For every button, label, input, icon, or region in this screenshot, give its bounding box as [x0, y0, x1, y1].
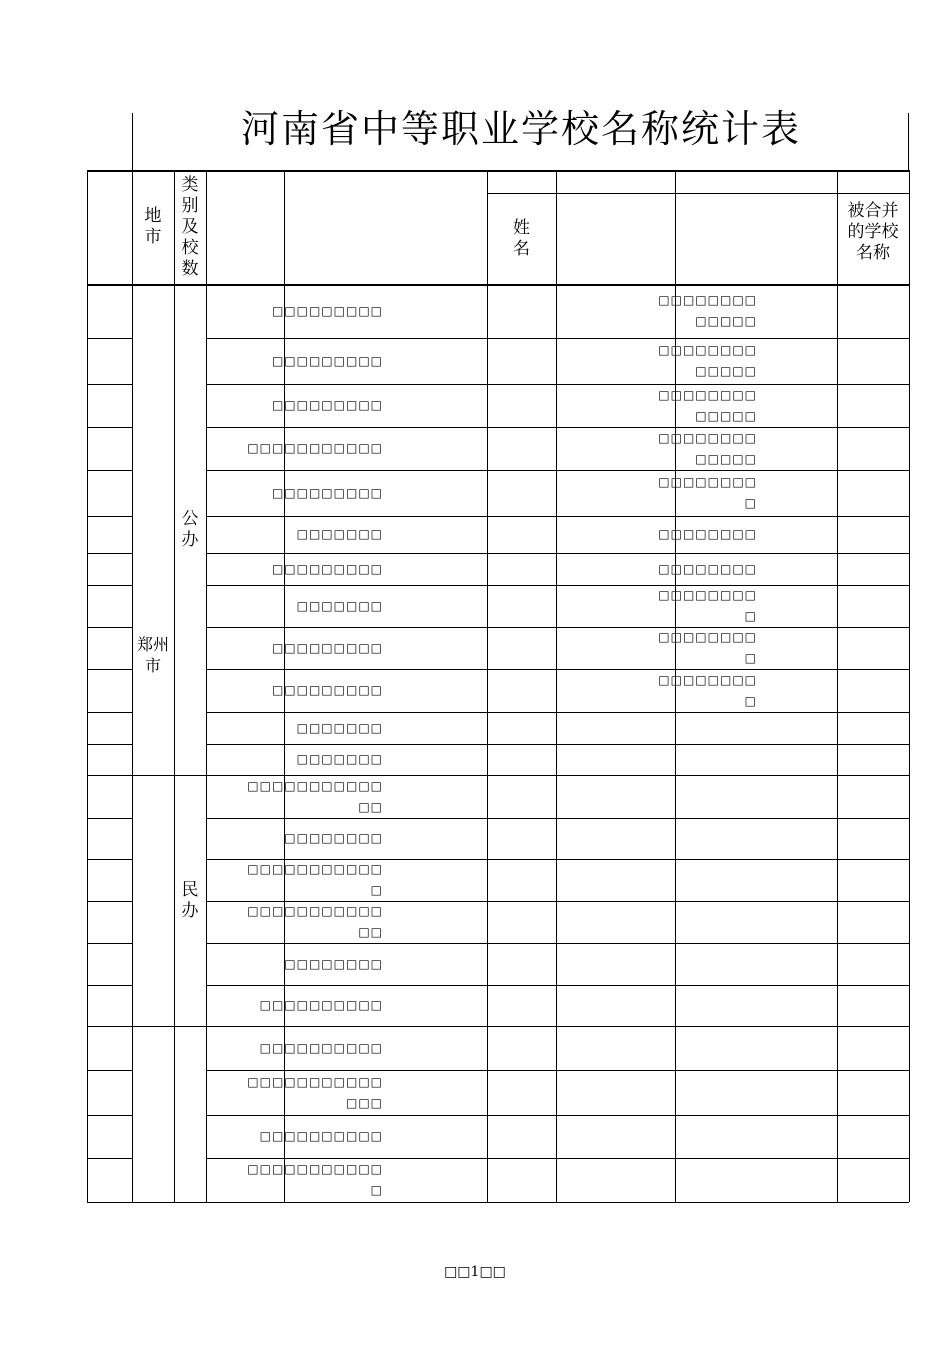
row-phone — [556, 1115, 675, 1158]
row-phone — [556, 585, 675, 627]
row-school-name: □□□□□□□□□□□ □□ — [247, 904, 383, 939]
row-seq — [87, 859, 132, 901]
row-seq — [87, 669, 132, 712]
page-title: 河南省中等职业学校名称统计表 — [240, 107, 801, 151]
row-phone — [556, 712, 675, 744]
row-phone — [556, 818, 675, 859]
city-label: 郑州 市 — [136, 635, 169, 675]
row-former-names: □□□□□□□□ □□□□□ — [658, 430, 757, 466]
row-phone — [556, 985, 675, 1026]
row-school-name: □□□□□□□□□□ — [259, 1040, 383, 1055]
header-seq — [87, 170, 132, 284]
header-legal-rep-phone-top — [556, 170, 675, 193]
row-phone — [556, 470, 675, 516]
row-former-names: □□□□□□□□ — [658, 561, 757, 576]
row-school-name: □□□□□□□□□ — [271, 398, 383, 412]
row-legal-rep — [487, 1026, 542, 1070]
row-legal-rep — [487, 985, 542, 1026]
row-former-names: □□□□□□□□ □ — [658, 630, 757, 665]
category-private-label: 民 办 — [181, 879, 199, 921]
row-legal-rep — [487, 1070, 542, 1115]
row-legal-rep — [487, 859, 542, 901]
row-seq — [87, 1070, 132, 1115]
row-phone — [556, 284, 675, 338]
row-seq — [87, 384, 132, 427]
row-school-count — [206, 516, 284, 553]
header-merged-top — [837, 170, 909, 193]
row-phone — [556, 427, 675, 470]
row-seq — [87, 712, 132, 744]
row-former-names: □□□□□□□□ □□□□□ — [658, 343, 757, 378]
row-seq — [87, 427, 132, 470]
header-category: 类 别 及 校 数 — [181, 174, 199, 279]
row-former-names: □□□□□□□□ □ — [658, 672, 757, 708]
row-seq — [87, 1158, 132, 1202]
row-phone — [556, 338, 675, 384]
row-phone — [556, 901, 675, 943]
col-line — [675, 284, 676, 1202]
row-seq — [87, 516, 132, 553]
row-former-names: □□□□□□□□ □□□□□ — [658, 387, 757, 423]
row-seq — [87, 1115, 132, 1158]
row-school-name: □□□□□□□□□□□ □ — [247, 862, 383, 897]
row-phone — [556, 1026, 675, 1070]
title-left-border — [132, 113, 133, 170]
row-school-count — [206, 585, 284, 627]
row-seq — [87, 901, 132, 943]
col-line — [837, 284, 838, 1202]
row-former-names: □□□□□□□□ □ — [658, 475, 757, 510]
header-former-names-top — [675, 170, 837, 193]
row-legal-rep — [487, 553, 542, 585]
header-city: 地 市 — [144, 206, 162, 247]
row-legal-rep — [487, 901, 542, 943]
header-col-line — [909, 170, 910, 284]
row-seq — [87, 985, 132, 1026]
row-phone — [556, 553, 675, 585]
col-line — [909, 284, 910, 1202]
row-legal-rep — [487, 585, 542, 627]
row-phone — [556, 859, 675, 901]
header-legal-rep-phone — [556, 193, 675, 284]
row-legal-rep — [487, 1158, 542, 1202]
row-school-name: □□□□□□□□□ — [271, 640, 383, 655]
row-former-names: □□□□□□□□ — [658, 527, 757, 541]
title-right-border — [908, 113, 909, 170]
header-school-name — [284, 170, 487, 284]
row-legal-rep — [487, 284, 542, 338]
row-phone — [556, 384, 675, 427]
row-seq — [87, 627, 132, 669]
row-school-name: □□□□□□□ — [296, 720, 383, 735]
row-seq — [87, 553, 132, 585]
row-legal-rep — [487, 669, 542, 712]
row-legal-rep — [487, 712, 542, 744]
row-phone — [556, 1070, 675, 1115]
row-school-name: □□□□□□□ — [296, 598, 383, 613]
row-school-name: □□□□□□□□ — [284, 831, 383, 845]
row-legal-rep — [487, 516, 542, 553]
row-seq — [87, 284, 132, 338]
row-legal-rep — [487, 744, 542, 775]
row-legal-rep — [487, 427, 542, 470]
row-school-name: □□□□□□□□□□□ □□ — [247, 778, 383, 814]
row-seq — [87, 744, 132, 775]
row-legal-rep — [487, 338, 542, 384]
row-school-name: □□□□□□□□□□ — [259, 998, 383, 1012]
row-school-count — [206, 818, 284, 859]
row-school-name: □□□□□□□□□□□ □□□ — [247, 1074, 383, 1110]
row-school-name: □□□□□□□ — [296, 752, 383, 766]
header-legal-rep-name: 姓 名 — [513, 217, 530, 259]
row-phone — [556, 1158, 675, 1202]
row-phone — [556, 516, 675, 553]
row-legal-rep — [487, 943, 542, 985]
row-legal-rep — [487, 818, 542, 859]
row-seq — [87, 943, 132, 985]
table-bottom-line — [87, 1202, 909, 1203]
row-school-count — [206, 712, 284, 744]
row-phone — [556, 669, 675, 712]
row-seq — [87, 818, 132, 859]
row-seq — [87, 775, 132, 818]
row-phone — [556, 775, 675, 818]
row-seq — [87, 585, 132, 627]
row-phone — [556, 744, 675, 775]
row-legal-rep — [487, 627, 542, 669]
row-school-name: □□□□□□□□□ — [271, 683, 383, 697]
category-public-label: 公 办 — [181, 508, 199, 550]
row-school-name: □□□□□□□ — [296, 527, 383, 541]
row-seq — [87, 338, 132, 384]
row-legal-rep — [487, 1115, 542, 1158]
row-school-name: □□□□□□□□□□□ — [247, 441, 383, 455]
header-merged: 被合并 的学校 名称 — [847, 201, 899, 263]
group-line — [132, 1026, 206, 1027]
header-legal-rep-top — [487, 170, 556, 193]
row-seq — [87, 470, 132, 516]
row-school-name: □□□□□□□□□□□ □ — [247, 1162, 383, 1197]
header-former-names — [675, 193, 837, 284]
row-legal-rep — [487, 775, 542, 818]
row-seq — [87, 1026, 132, 1070]
page-footer: □□1□□ — [444, 1264, 506, 1280]
row-school-count — [206, 943, 284, 985]
row-school-count — [206, 744, 284, 775]
row-legal-rep — [487, 384, 542, 427]
row-legal-rep — [487, 470, 542, 516]
row-former-names: □□□□□□□□ □□□□□ — [658, 293, 757, 328]
row-school-name: □□□□□□□□□□ — [259, 1129, 383, 1143]
row-phone — [556, 943, 675, 985]
row-school-name: □□□□□□□□□ — [271, 561, 383, 576]
row-former-names: □□□□□□□□ □ — [658, 588, 757, 623]
row-school-name: □□□□□□□□ — [284, 956, 383, 971]
header-school-count — [206, 170, 284, 284]
row-phone — [556, 627, 675, 669]
row-school-name: □□□□□□□□□ — [271, 303, 383, 318]
row-school-name: □□□□□□□□□ — [271, 353, 383, 368]
row-school-name: □□□□□□□□□ — [271, 485, 383, 500]
